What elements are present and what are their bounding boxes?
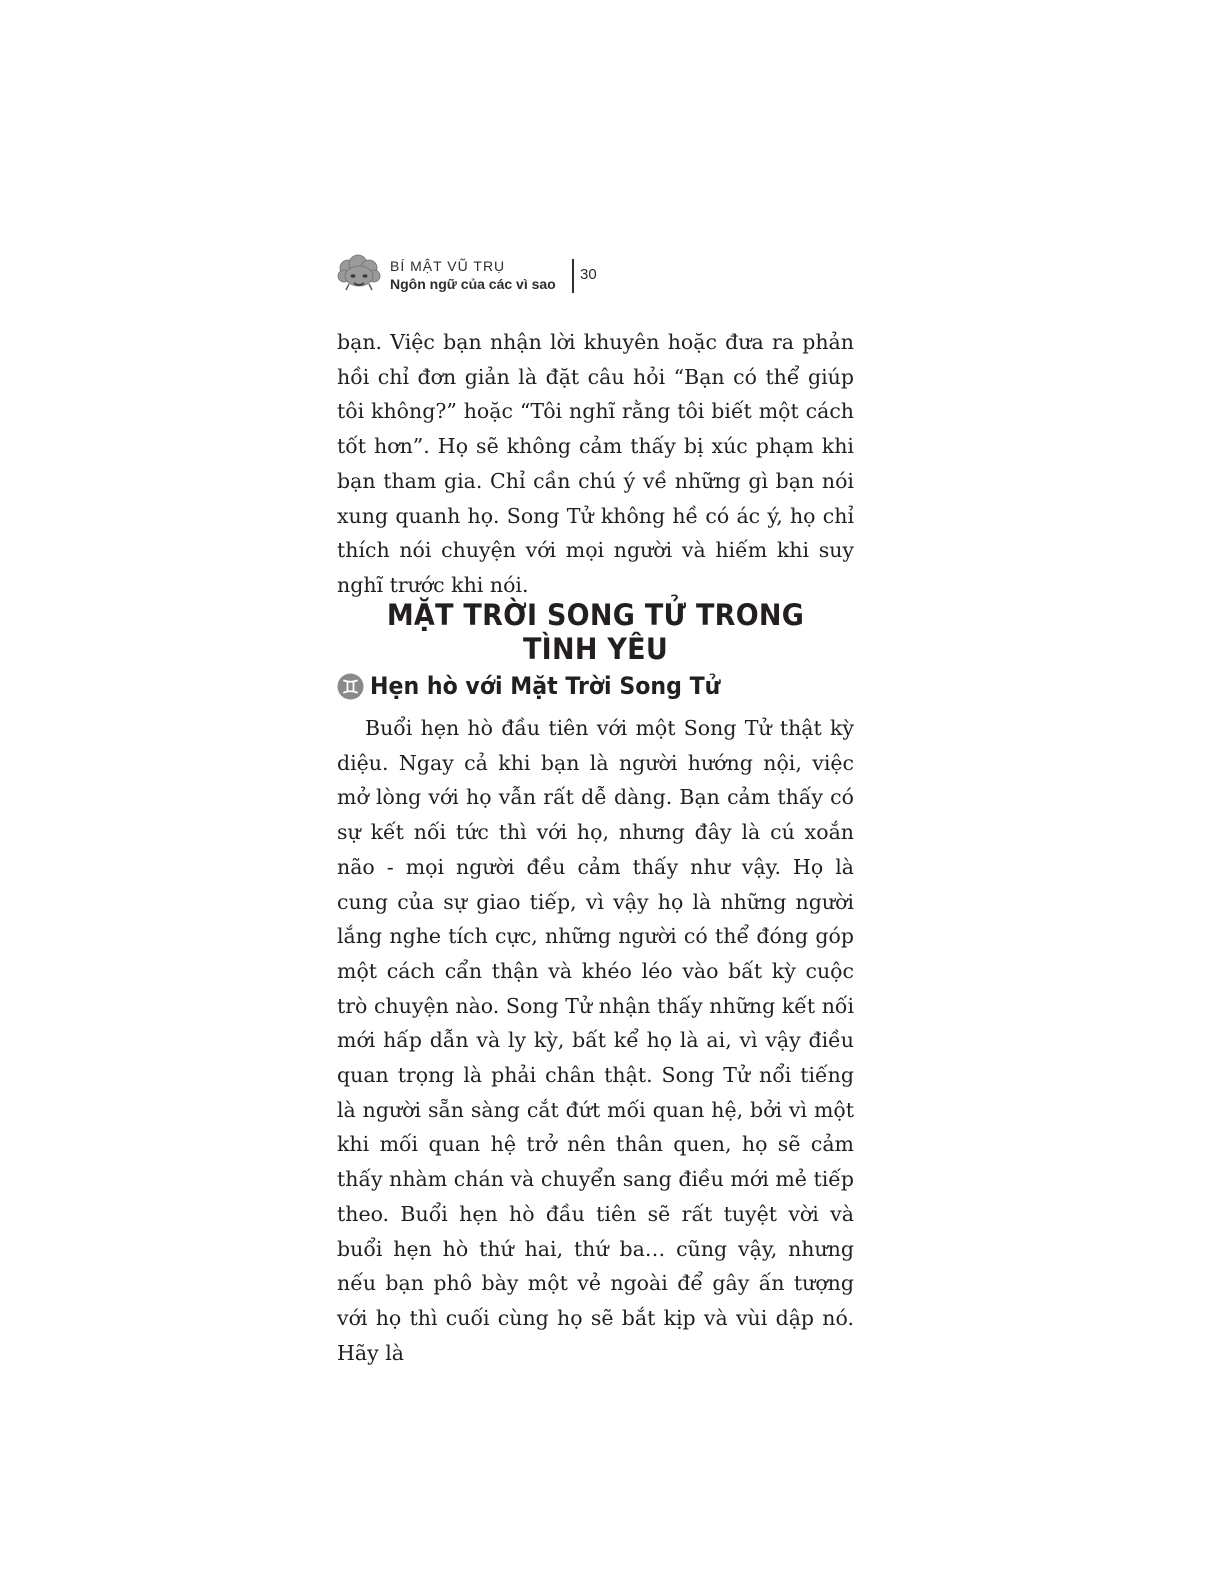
subheading bbox=[337, 669, 854, 705]
cloud-lion-logo-icon bbox=[336, 254, 382, 292]
section-title: MẶT TRỜI SONG TỬ TRONG TÌNH YÊU bbox=[386, 598, 805, 666]
gemini-symbol-icon bbox=[337, 673, 364, 700]
body-paragraph: bạn. Việc bạn nhận lời khuyên hoặc đưa ra phản hồi chỉ đơn giản là đặt câu hỏi “Bạn có thể giúp tôi không?” hoặc “Tôi nghĩ rằng tôi biết một cách tốt hơn”. Họ sẽ không cảm thấy bị xúc phạm khi bạn tham gia. Chỉ cần chú ý về những gì bạn nói xung quanh họ. Song Tử không hề có ác ý, họ chỉ thích nói chuyện với mọi người và hiếm khi suy nghĩ trước khi nói. bbox=[337, 330, 854, 597]
page-number: 30 bbox=[580, 266, 597, 283]
running-header bbox=[336, 252, 636, 296]
header-text bbox=[390, 258, 556, 294]
series-title: BÍ MẬT VŨ TRỤ bbox=[390, 258, 506, 274]
header-divider bbox=[572, 259, 574, 293]
body-paragraph: Buổi hẹn hò đầu tiên với một Song Tử thật kỳ diệu. Ngay cả khi bạn là người hướng nội, việc mở lòng với họ vẫn rất dễ dàng. Bạn cảm thấy có sự kết nối tức thì với họ, nhưng đây là cú xoắn não - mọi người đều cảm thấy như vậy. Họ là cung của sự giao tiếp, vì vậy họ là những người lắng nghe tích cực, những người có thể đóng góp một cách cẩn thận và khéo léo vào bất kỳ cuộc trò chuyện nào. Song Tử nhận thấy những kết nối mới hấp dẫn và ly kỳ, bất kể họ là ai, vì vậy điều quan trọng là phải chân thật. Song Tử nổi tiếng là người sẵn sàng cắt đứt mối quan hệ, bởi vì một khi mối quan hệ trở nên thân quen, họ sẽ cảm thấy nhàm chán và chuyển sang điều mới mẻ tiếp theo. Buổi hẹn hò đầu tiên sẽ rất tuyệt vời và buổi hẹn hò thứ hai, thứ ba… cũng vậy, nhưng nếu bạn phô bày một vẻ ngoài để gây ấn tượng với họ thì cuối cùng họ sẽ bắt kịp và vùi dập nó. Hãy là bbox=[337, 716, 854, 1365]
subheading-text: Hẹn hò với Mặt Trời Song Tử bbox=[370, 672, 721, 700]
book-subtitle: Ngôn ngữ của các vì sao bbox=[390, 276, 556, 292]
